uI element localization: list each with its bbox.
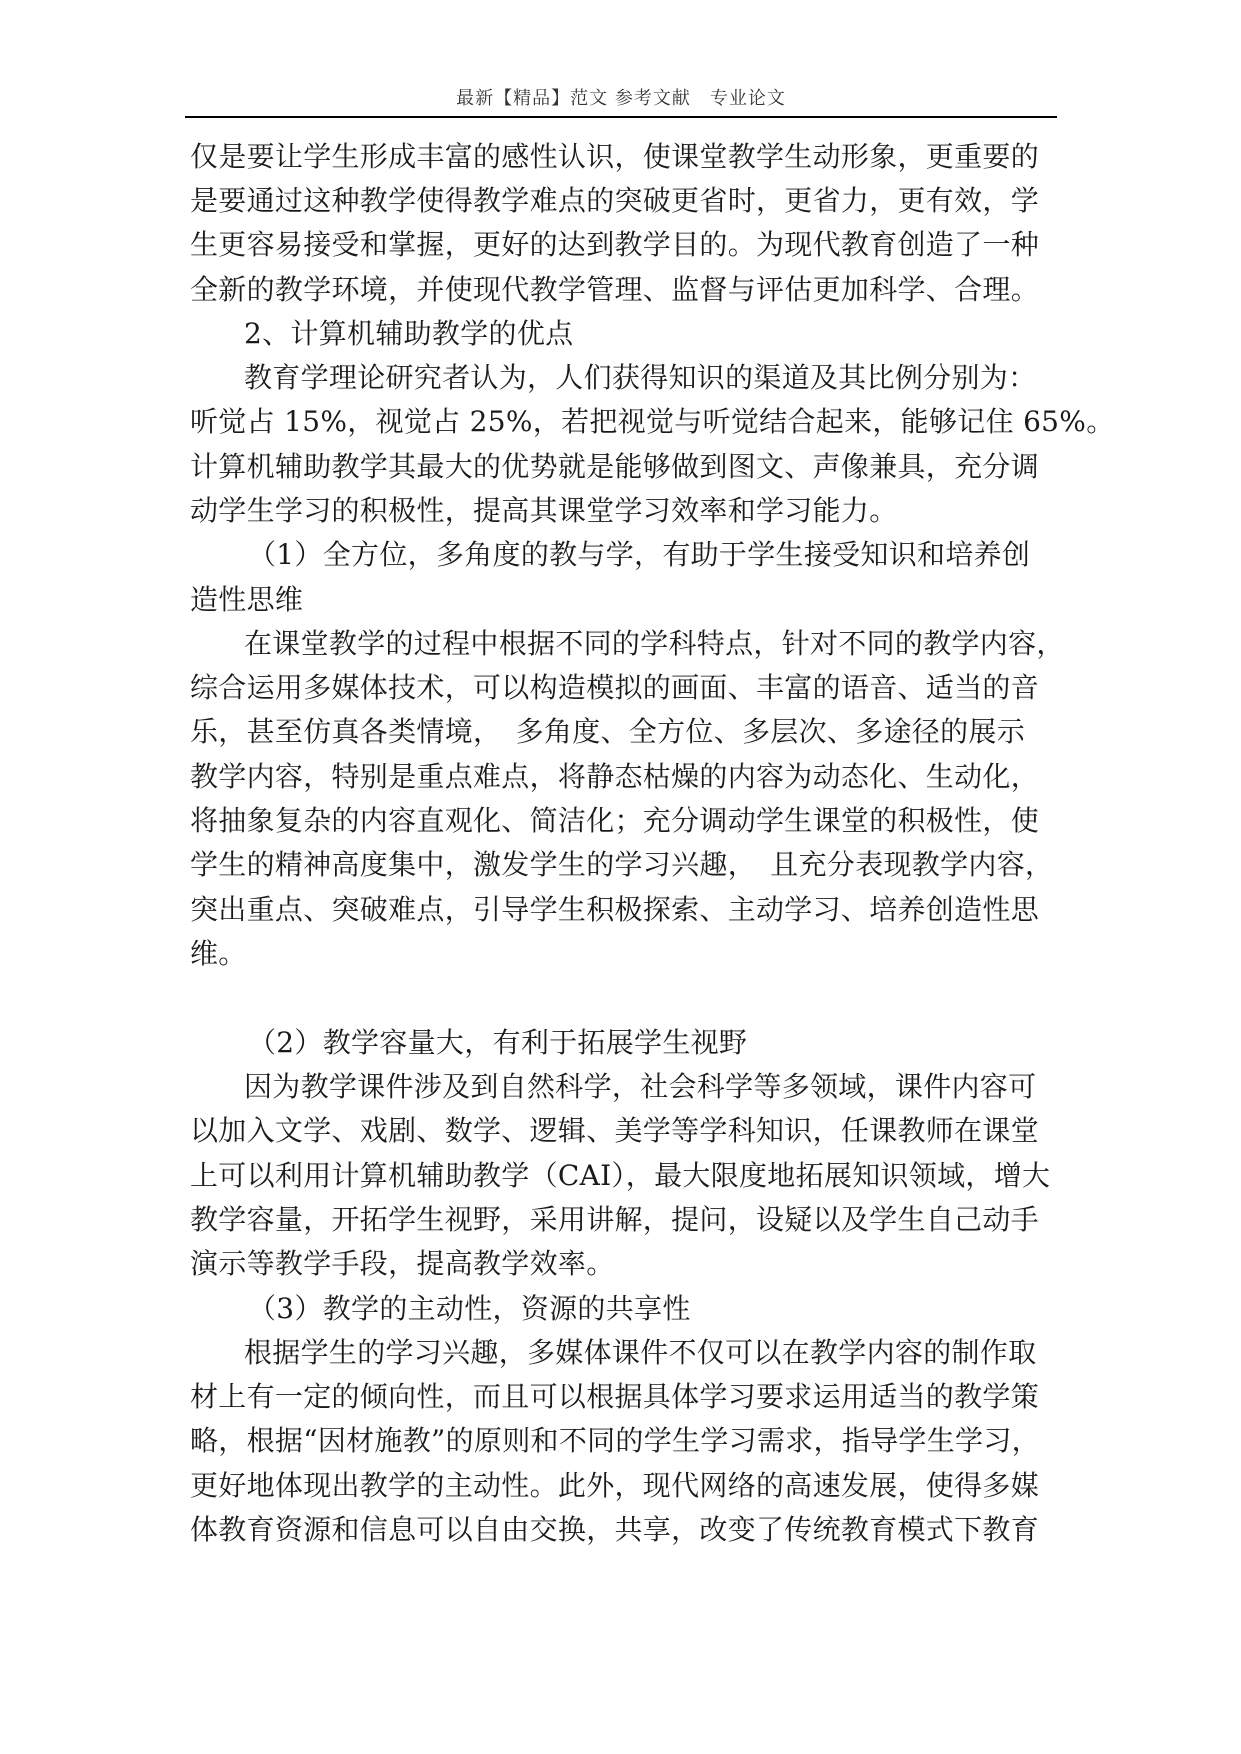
body-line: 计算机辅助教学其最大的优势就是能够做到图文、声像兼具，充分调 — [190, 450, 1040, 483]
body-line: 因为教学课件涉及到自然科学，社会科学等多领域，课件内容可 — [244, 1070, 1037, 1103]
body-line: 学生的精神高度集中，激发学生的学习兴趣， 且充分表现教学内容， — [190, 848, 1054, 881]
subsection-heading: （2）教学容量大，有利于拓展学生视野 — [248, 1026, 748, 1059]
body-line: 综合运用多媒体技术，可以构造模拟的画面、丰富的语音、适当的音 — [190, 671, 1040, 704]
body-line: 教育学理论研究者认为，人们获得知识的渠道及其比例分别为： — [244, 361, 1037, 394]
body-line: 是要通过这种教学使得教学难点的突破更省时，更省力，更有效，学 — [190, 184, 1040, 217]
body-line: 更好地体现出教学的主动性。此外，现代网络的高速发展，使得多媒 — [190, 1469, 1040, 1502]
body-line: 全新的教学环境，并使现代教学管理、监督与评估更加科学、合理。 — [190, 273, 1040, 306]
subsection-heading: （3）教学的主动性，资源的共享性 — [248, 1292, 691, 1325]
body-line: 生更容易接受和掌握，更好的达到教学目的。为现代教育创造了一种 — [190, 228, 1040, 261]
body-line: 体教育资源和信息可以自由交换，共享，改变了传统教育模式下教育 — [190, 1513, 1040, 1546]
body-line: 乐，甚至仿真各类情境， 多角度、全方位、多层次、多途径的展示 — [190, 715, 1026, 748]
body-line: 仅是要让学生形成丰富的感性认识，使课堂教学生动形象，更重要的 — [190, 140, 1040, 173]
body-line: 在课堂教学的过程中根据不同的学科特点，针对不同的教学内容， — [244, 627, 1065, 660]
header-rule — [185, 116, 1057, 118]
body-line: 听觉占 15%，视觉占 25%，若把视觉与听觉结合起来，能够记住 65%。 — [190, 405, 1115, 438]
body-line: 根据学生的学习兴趣，多媒体课件不仅可以在教学内容的制作取 — [244, 1336, 1037, 1369]
body-line: 将抽象复杂的内容直观化、简洁化；充分调动学生课堂的积极性，使 — [190, 804, 1040, 837]
body-line: 略，根据“因材施教”的原则和不同的学生学习需求，指导学生学习， — [190, 1424, 1040, 1457]
page-header: 最新【精品】范文 参考文献 专业论文 — [456, 88, 786, 109]
body-line: 动学生学习的积极性，提高其课堂学习效率和学习能力。 — [190, 494, 898, 527]
body-line: 维。 — [190, 937, 247, 970]
body-line: 材上有一定的倾向性，而且可以根据具体学习要求运用适当的教学策 — [190, 1380, 1040, 1413]
body-line: 以加入文学、戏剧、数学、逻辑、美学等学科知识，任课教师在课堂 — [190, 1114, 1040, 1147]
body-line: 上可以利用计算机辅助教学（CAI），最大限度地拓展知识领域，增大 — [190, 1159, 1051, 1192]
body-line: 教学内容，特别是重点难点，将静态枯燥的内容为动态化、生动化， — [190, 760, 1040, 793]
body-line: 突出重点、突破难点，引导学生积极探索、主动学习、培养创造性思 — [190, 893, 1040, 926]
subsection-heading-continued: 造性思维 — [190, 583, 304, 616]
section-heading: 2、计算机辅助教学的优点 — [244, 317, 574, 350]
body-line: 演示等教学手段，提高教学效率。 — [190, 1247, 615, 1280]
subsection-heading: （1）全方位，多角度的教与学，有助于学生接受知识和培养创 — [248, 538, 1031, 571]
body-line: 教学容量，开拓学生视野，采用讲解，提问，设疑以及学生自己动手 — [190, 1203, 1040, 1236]
